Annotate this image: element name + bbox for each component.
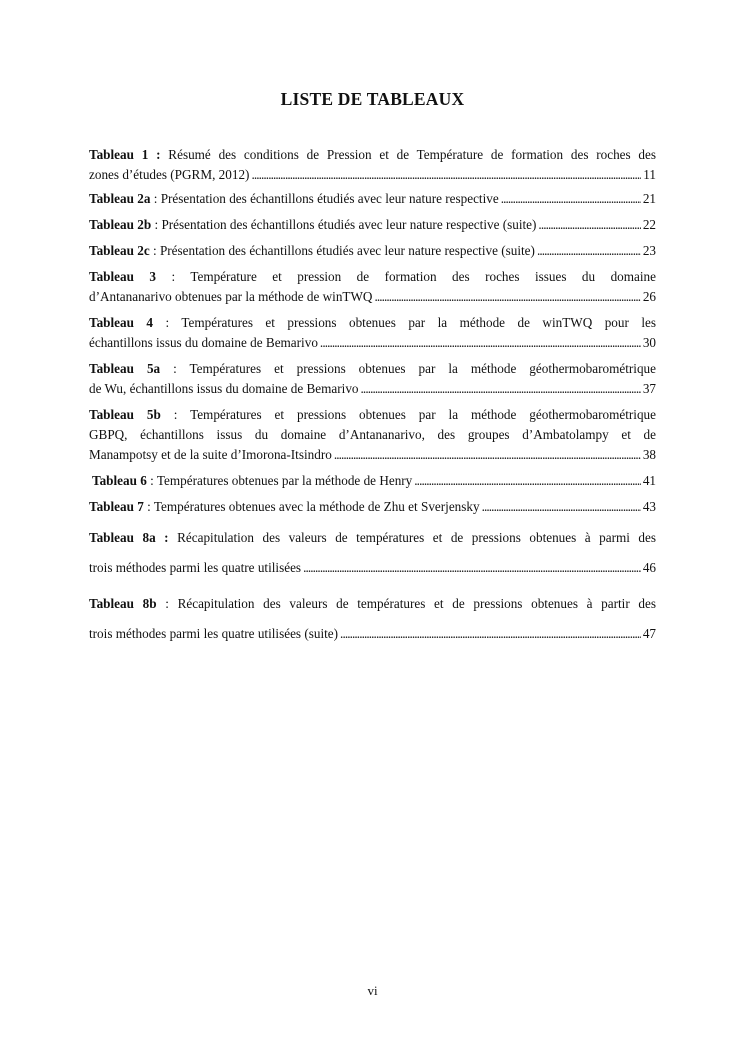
entry-label: Tableau 1 : (89, 147, 161, 162)
entry-last-line: de Wu, échantillons issus du domaine de Bemarivo . . . 37 (89, 379, 656, 399)
page-number: vi (367, 983, 378, 998)
entry-first-line: Tableau 3 : Température et pression de formation des roches issues du domaine (89, 269, 656, 284)
entry-page: 46 (642, 560, 656, 575)
entry-first-line: Tableau 4 : Températures et pressions obtenues par la méthode de winTWQ pour les (89, 315, 656, 330)
list-item-tableau-5b[interactable] (89, 405, 656, 465)
entry-label: Tableau 2a (89, 191, 151, 206)
dot-leader (501, 189, 641, 209)
entry-label: Tableau 6 (92, 473, 147, 488)
entry-page: 47 (642, 626, 656, 641)
list-item-tableau-1[interactable] (89, 145, 656, 185)
entry-first-line: Tableau 5b : Températures et pressions obtenues par la méthode géothermobarométrique (89, 407, 656, 422)
entry-label: Tableau 5a (89, 361, 161, 376)
entry-page: 23 (642, 243, 656, 258)
entry-line: Tableau 2a : Présentation des échantillons étudiés avec leur nature respective . . . 21 (89, 189, 656, 209)
entry-middle-line: GBPQ, échantillons issus du domaine d’Antananarivo, des groupes d’Ambatolampy et de (89, 427, 656, 442)
dot-leader (374, 287, 640, 307)
dot-leader (303, 553, 641, 583)
entry-label: Tableau 2c (89, 243, 150, 258)
entry-page: 22 (642, 217, 656, 232)
entry-last-line: d’Antananarivo obtenues par la méthode de winTWQ . . . 26 (89, 287, 656, 307)
entry-label: Tableau 5b (89, 407, 161, 422)
dot-leader (334, 445, 641, 465)
list-item-tableau-4[interactable] (89, 313, 656, 353)
dot-leader (320, 333, 641, 353)
list-item-tableau-8a[interactable] (89, 523, 656, 583)
entry-page: 43 (642, 499, 656, 514)
entry-line: Tableau 6 : Températures obtenues par la méthode de Henry . . . 41 (89, 471, 656, 491)
entry-label: Tableau 8a : (89, 530, 169, 545)
dot-leader (482, 497, 641, 517)
entry-page: 30 (642, 335, 656, 350)
entry-line: Tableau 2c : Présentation des échantillons étudiés avec leur nature respective (suite) . . . 23 (89, 241, 656, 261)
list-item-tableau-3[interactable] (89, 267, 656, 307)
dot-leader (538, 215, 640, 235)
entry-page: 37 (642, 381, 656, 396)
dot-leader (361, 379, 641, 399)
entry-label: Tableau 7 (89, 499, 144, 514)
entry-page: 21 (642, 191, 656, 206)
entry-page: 41 (642, 473, 656, 488)
entry-page: 38 (642, 447, 656, 462)
list-item-tableau-7[interactable] (89, 497, 656, 517)
entry-first-line: Tableau 5a : Températures et pressions obtenues par la méthode géothermobarométrique (89, 361, 656, 376)
entry-line: Tableau 2b : Présentation des échantillons étudiés avec leur nature respective (suite) . . . 22 (89, 215, 656, 235)
entry-label: Tableau 3 (89, 269, 157, 284)
entry-first-line: Tableau 8b : Récapitulation des valeurs de températures et de pressions obtenues à partir des (89, 596, 656, 611)
dot-leader (537, 241, 641, 261)
dot-leader (414, 471, 641, 491)
page-title: LISTE DE TABLEAUX (280, 89, 465, 109)
list-item-tableau-2b[interactable] (89, 215, 656, 235)
entry-first-line: Tableau 1 : Résumé des conditions de Pression et de Température de formation des roches des (89, 147, 657, 162)
entry-label: Tableau 4 (89, 315, 154, 330)
entry-label: Tableau 8b (89, 596, 157, 611)
entry-page: 26 (642, 289, 656, 304)
list-item-tableau-2a[interactable] (89, 189, 656, 209)
entry-line: Tableau 7 : Températures obtenues avec la méthode de Zhu et Sverjensky . . . 43 (89, 497, 656, 517)
list-item-tableau-6[interactable] (89, 471, 656, 491)
entry-last-line: zones d’études (PGRM, 2012) . . . 11 (89, 165, 656, 185)
dot-leader (340, 619, 641, 649)
list-item-tableau-5a[interactable] (89, 359, 656, 399)
entry-first-line: Tableau 8a : Récapitulation des valeurs de températures et de pressions obtenues à parmi des (89, 530, 656, 545)
entry-last-line: Manampotsy et de la suite d’Imorona-Itsindro . . . 38 (89, 445, 656, 465)
entry-last-line: trois méthodes parmi les quatre utilisées (suite) . . . 47 (89, 619, 656, 649)
entry-label: Tableau 2b (89, 217, 152, 232)
list-item-tableau-2c[interactable] (89, 241, 656, 261)
table-list (89, 145, 656, 651)
entry-last-line: trois méthodes parmi les quatre utilisées . . . 46 (89, 553, 656, 583)
list-item-tableau-8b[interactable] (89, 589, 656, 649)
dot-leader (251, 165, 641, 185)
entry-page: 11 (643, 167, 656, 182)
entry-last-line: échantillons issus du domaine de Bemarivo . . . 30 (89, 333, 656, 353)
